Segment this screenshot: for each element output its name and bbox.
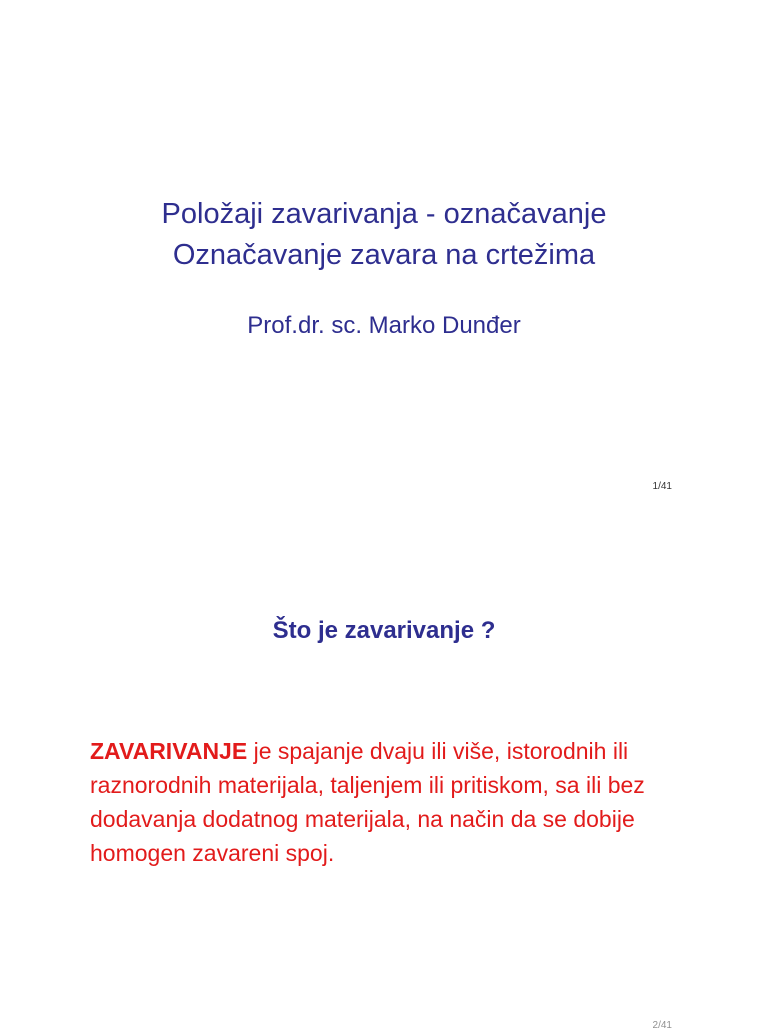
page-number: 1/41 [652, 481, 672, 492]
definition-slide [0, 512, 768, 1031]
title-slide [0, 0, 768, 512]
definition-term: ZAVARIVANJE [90, 738, 248, 764]
slide-title-line-2: Označavanje zavara na crtežima [172, 239, 596, 271]
definition-paragraph [90, 734, 690, 870]
definition-text: je spajanje dvaju ili više, istorodnih ili raznorodnih materijala, taljenjem ili pritiskom, sa ili bez dodavanja dodatnog materijala, na način da se dobije homogen zavareni spoj. [90, 738, 645, 866]
slide-title-line-1: Položaji zavarivanja - označavanje [161, 198, 607, 230]
page-number: 2/41 [652, 1020, 672, 1031]
author-name: Prof.dr. sc. Marko Dunđer [247, 312, 521, 339]
slide-heading: Što je zavarivanje ? [272, 617, 496, 644]
